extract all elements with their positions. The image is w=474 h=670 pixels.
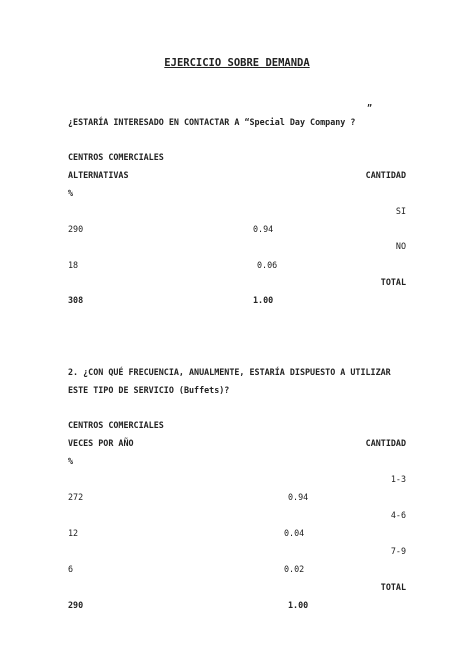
q2-total-percent: 1.00 [288,600,309,610]
q2-question-line2: ESTE TIPO DE SERVICIO (Buffets)? [68,385,230,395]
q2-row-4-6-percent: 0.04 [284,528,305,538]
q2-total-label: TOTAL [380,582,406,592]
q2-row-7-9-cantidad: 6 [68,564,74,574]
q1-total-label: TOTAL [380,277,406,287]
q2-col-cantidad: CANTIDAD [365,438,406,448]
q2-row-1-3-label: 1-3 [390,474,406,484]
q1-row-si-cantidad: 290 [68,224,84,234]
q1-col-alternativas: ALTERNATIVAS [68,170,129,180]
q1-col-percent: % [68,188,74,198]
q2-question-line1: 2. ¿CON QUÉ FRECUENCIA, ANUALMENTE, ESTARÍA DISPUESTO A UTILIZAR [68,367,391,377]
q2-row-4-6-cantidad: 12 [68,528,79,538]
q2-total-cantidad: 290 [68,600,84,610]
q2-row-7-9-label: 7-9 [390,546,406,556]
q2-row-7-9-percent: 0.02 [284,564,305,574]
q1-row-no-cantidad: 18 [68,260,79,270]
q1-quote-mark: ” [367,103,373,113]
q1-row-si-label: SI [395,206,406,216]
q1-row-no-percent: 0.06 [257,260,278,270]
q2-row-1-3-percent: 0.94 [288,492,309,502]
q1-total-percent: 1.00 [253,295,274,305]
q1-col-cantidad: CANTIDAD [365,170,406,180]
q1-total-cantidad: 308 [68,295,84,305]
page-title: EJERCICIO SOBRE DEMANDA [164,57,310,69]
q1-question: ¿ESTARÍA INTERESADO EN CONTACTAR A “Special Day Company ? [68,117,356,127]
q1-row-si-percent: 0.94 [253,224,274,234]
q2-row-4-6-label: 4-6 [390,510,406,520]
q2-row-1-3-cantidad: 272 [68,492,84,502]
q2-col-percent: % [68,456,74,466]
q2-col-veces: VECES POR AÑO [68,438,134,448]
q1-centros-heading: CENTROS COMERCIALES [68,152,164,162]
q1-row-no-label: NO [395,241,406,251]
q2-centros-heading: CENTROS COMERCIALES [68,420,164,430]
